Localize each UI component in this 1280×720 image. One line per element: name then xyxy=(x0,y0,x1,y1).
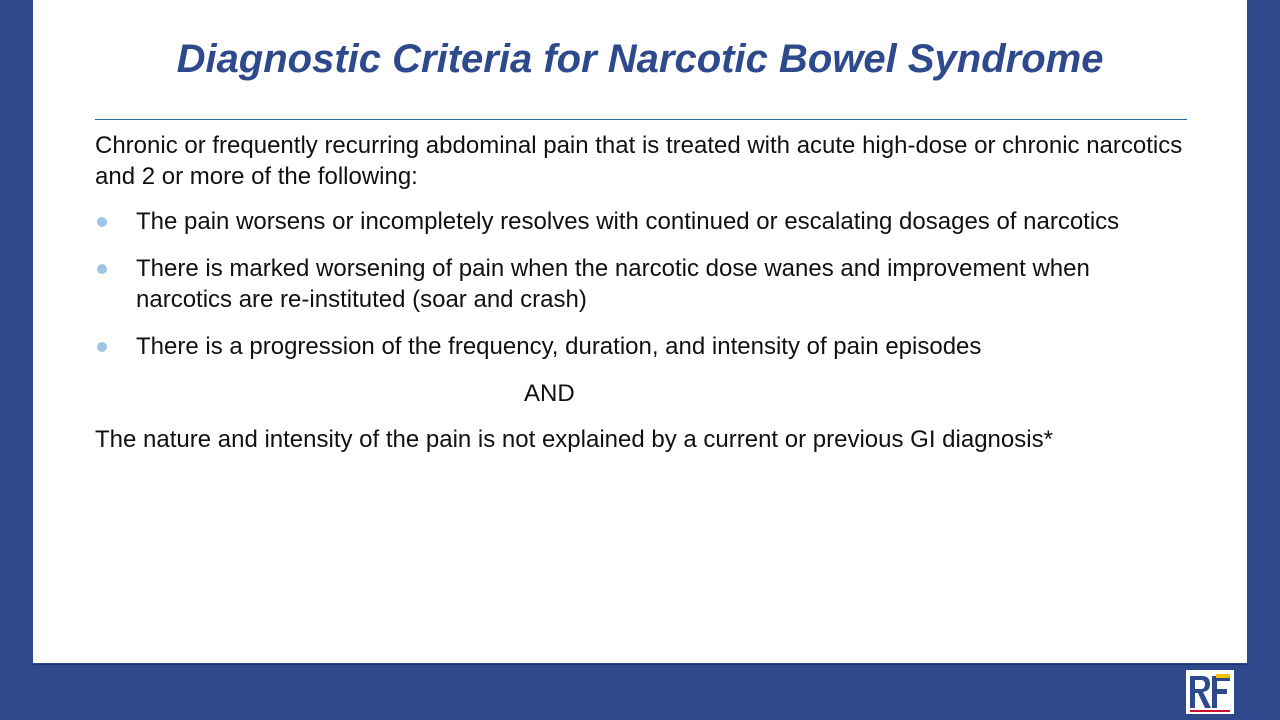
intro-text: Chronic or frequently recurring abdominal pain that is treated with acute high-dose or chronic narcotics and 2 or more of the following: xyxy=(95,132,1183,190)
list-item xyxy=(95,206,1185,237)
slide xyxy=(33,0,1247,663)
list-item-text: There is a progression of the frequency, duration, and intensity of pain episodes xyxy=(136,333,982,360)
list-item xyxy=(95,331,1185,362)
bullet-icon xyxy=(97,264,107,274)
footer-band xyxy=(33,664,1247,720)
slide-body xyxy=(95,130,1185,455)
bullet-icon xyxy=(97,342,107,352)
criteria-list xyxy=(95,206,1185,362)
and-separator: AND xyxy=(524,380,575,407)
list-item xyxy=(95,253,1185,315)
title-divider xyxy=(95,119,1187,120)
bullet-icon xyxy=(97,217,107,227)
conclusion-text: The nature and intensity of the pain is not explained by a current or previous GI diagnosis* xyxy=(95,426,1053,453)
slide-title: Diagnostic Criteria for Narcotic Bowel Syndrome xyxy=(176,37,1104,81)
rf-logo-icon xyxy=(1186,670,1234,714)
list-item-text: There is marked worsening of pain when the narcotic dose wanes and improvement when narcotics are re-instituted (soar and crash) xyxy=(136,255,1090,313)
list-item-text: The pain worsens or incompletely resolves with continued or escalating dosages of narcotics xyxy=(136,208,1120,235)
